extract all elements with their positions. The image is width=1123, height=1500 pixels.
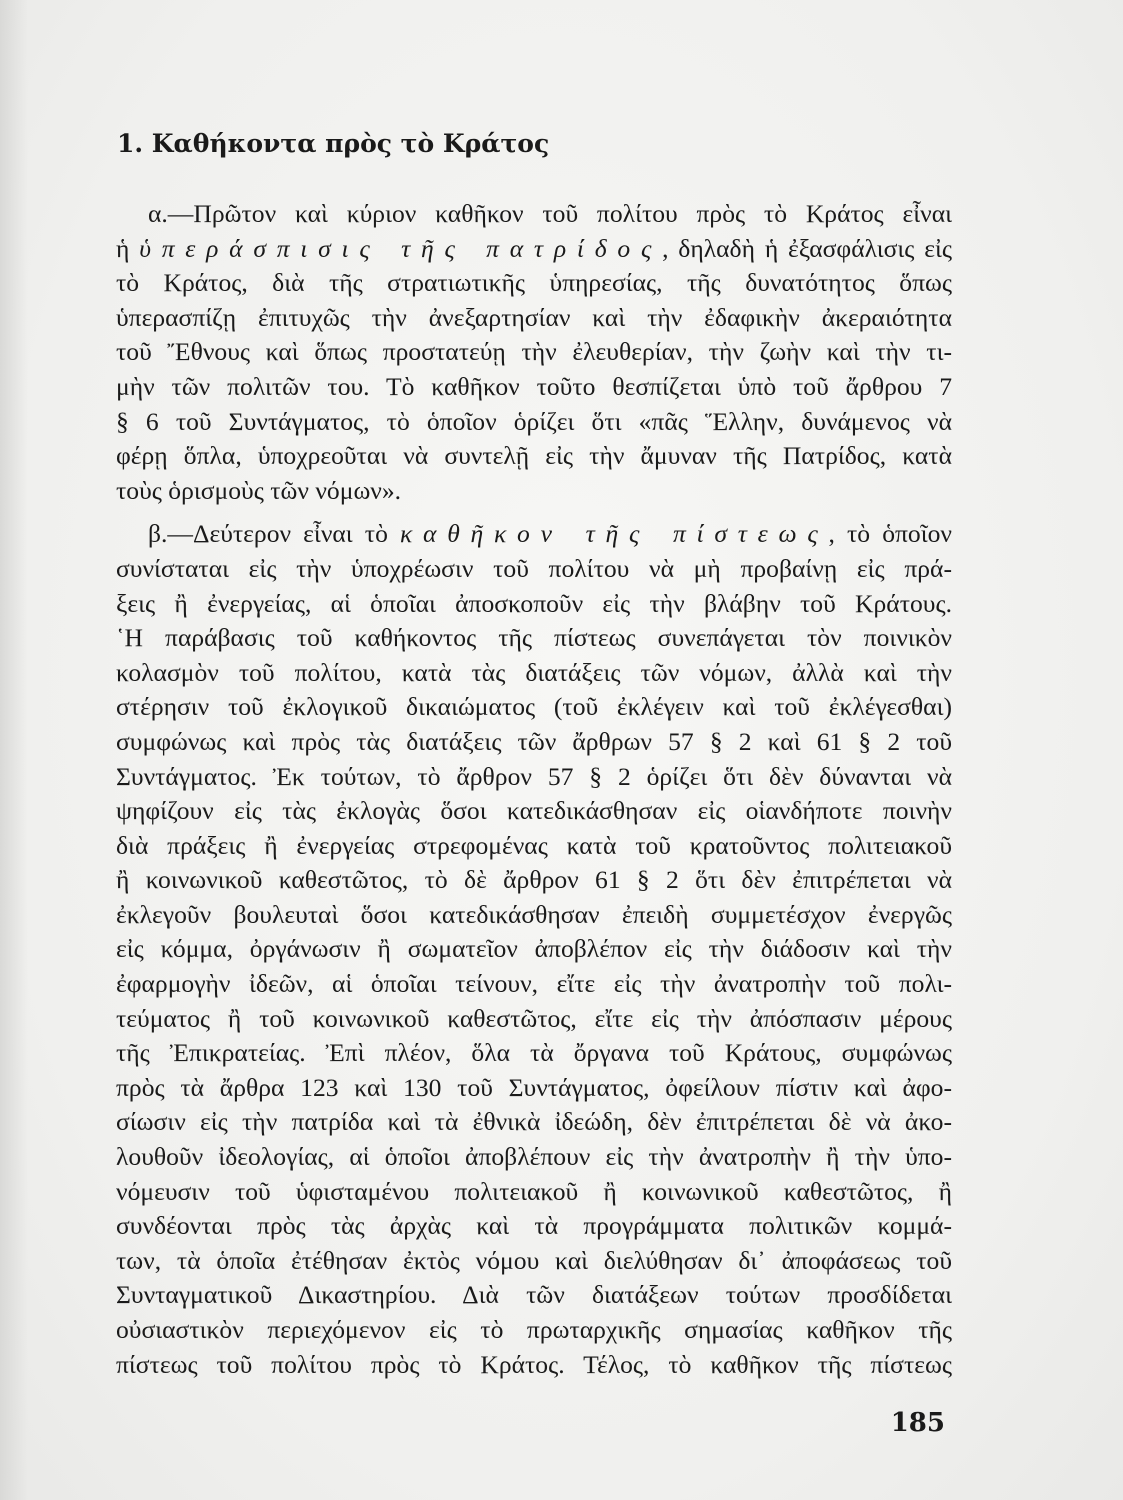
text-line: τῆς Ἐπικρατείας. Ἐπὶ πλέον, ὅλα τὰ ὄργανα τοῦ Κράτους, συμφώνως [116,1038,952,1068]
text-fragment: β.—Δεύτερον εἶναι τὸ [148,519,388,549]
text-line: ἐφαρμογὴν ἰδεῶν, αἱ ὁποῖαι τείνουν, εἴτε εἰς τὴν ἀνατροπὴν τοῦ πολι- [116,969,952,999]
text-line: των, τὰ ὁποῖα ἐτέθησαν ἐκτὸς νόμου καὶ διελύθησαν δι᾿ ἀποφάσεως τοῦ [116,1245,952,1275]
paragraph-gap [116,508,952,517]
text-line: πρὸς τὰ ἄρθρα 123 καὶ 130 τοῦ Συντάγματος, ὀφείλουν πίστιν καὶ ἀφο- [116,1072,952,1102]
text-line: λουθοῦν ἰδεολογίας, αἱ ὁποῖοι ἀποβλέπουν εἰς τὴν ἀνατροπὴν ἢ τὴν ὑπο- [116,1142,952,1172]
text-line: μὴν τῶν πολιτῶν του. Τὸ καθῆκον τοῦτο θεσπίζεται ὑπὸ τοῦ ἄρθρου 7 [116,371,952,401]
text-line: νόμευσιν τοῦ ὑφισταμένου πολιτειακοῦ ἢ κοινωνικοῦ καθεστῶτος, ἢ [116,1176,952,1206]
text-line: πίστεως τοῦ πολίτου πρὸς τὸ Κράτος. Τέλος, τὸ καθῆκον τῆς πίστεως [116,1349,952,1379]
text-line: τοῦ Ἔθνους καὶ ὅπως προστατεύῃ τὴν ἐλευθερίαν, τὴν ζωὴν καὶ τὴν τι- [116,337,952,367]
gutter-shadow [0,0,28,1500]
text-line: τοὺς ὁρισμοὺς τῶν νόμων». [116,475,402,505]
section-heading: 1. Καθήκοντα πρὸς τὸ Κράτος [117,129,550,158]
text-line: διὰ πράξεις ἢ ἐνεργείας στρεφομένας κατὰ τοῦ κρατοῦντος πολιτειακοῦ [116,830,952,860]
text-line: φέρῃ ὅπλα, ὑποχρεοῦται νὰ συντελῇ εἰς τὴν ἄμυναν τῆς Πατρίδος, κατὰ [116,441,952,471]
page-number: 185 [890,1408,945,1438]
text-line: ῾Η παράβασις τοῦ καθήκοντος τῆς πίστεως συνεπάγεται τὸν ποινικὸν [116,623,952,653]
text-line: ἐκλεγοῦν βουλευταὶ ὅσοι κατεδικάσθησαν ἐπειδὴ συμμετέσχον ἐνεργῶς [116,899,952,929]
text-line: § 6 τοῦ Συντάγματος, τὸ ὁποῖον ὁρίζει ὅτι «πᾶς Ἕλλην, δυνάμενος νὰ [116,406,952,436]
text-line: α.—Πρῶτον καὶ κύριον καθῆκον τοῦ πολίτου πρὸς τὸ Κράτος εἶναι [148,199,952,228]
text-line: τὸ Κράτος, διὰ τῆς στρατιωτικῆς ὑπηρεσίας, τῆς δυνατότητος ὅπως [116,268,952,298]
text-fragment: ἡ [116,233,130,263]
text-line: οὐσιαστικὸν περιεχόμενον εἰς τὸ πρωταρχικῆς σημασίας καθῆκον τῆς [116,1315,952,1344]
text-line: Συντάγματος. Ἐκ τούτων, τὸ ἄρθρον 57 § 2 ὁρίζει ὅτι δὲν δύνανται νὰ [116,761,952,791]
text-line: ξεις ἢ ἐνεργείας, αἱ ὁποῖαι ἀποσκοποῦν εἰς τὴν βλάβην τοῦ Κράτους. [116,588,952,618]
body-text [116,197,952,1382]
text-line: συνδέονται πρὸς τὰς ἀρχὰς καὶ τὰ προγράμματα πολιτικῶν κομμά- [116,1211,952,1241]
text-fragment: , τὸ ὁποῖον [828,519,952,549]
text-line: ὑπερασπίζῃ ἐπιτυχῶς τὴν ἀνεξαρτησίαν καὶ τὴν ἐδαφικὴν ἀκεραιότητα [116,302,952,332]
text-line: κολασμὸν τοῦ πολίτου, κατὰ τὰς διατάξεις τῶν νόμων, ἀλλὰ καὶ τὴν [116,657,952,687]
spaced-term: ὑπεράσπισις τῆς πατρίδος [139,233,663,263]
text-line: Συνταγματικοῦ Δικαστηρίου. Διὰ τῶν διατάξεων τούτων προσδίδεται [116,1280,952,1310]
text-line: εἰς κόμμα, ὀργάνωσιν ἢ σωματεῖον ἀποβλέπον εἰς τὴν διάδοσιν καὶ τὴν [116,934,952,964]
text-fragment: , δηλαδὴ ἡ ἐξασφάλισις εἰς [662,233,952,263]
text-line: σίωσιν εἰς τὴν πατρίδα καὶ τὰ ἐθνικὰ ἰδεώδη, δὲν ἐπιτρέπεται δὲ νὰ ἀκο- [116,1107,952,1137]
text-line: συνίσταται εἰς τὴν ὑποχρέωσιν τοῦ πολίτου νὰ μὴ προβαίνῃ εἰς πρά- [116,553,952,583]
text-line: στέρησιν τοῦ ἐκλογικοῦ δικαιώματος (τοῦ ἐκλέγειν καὶ τοῦ ἐκλέγεσθαι) [116,692,952,722]
text-line: συμφώνως καὶ πρὸς τὰς διατάξεις τῶν ἄρθρων 57 § 2 καὶ 61 § 2 τοῦ [116,726,952,756]
text-line [116,517,952,552]
spaced-term: καθῆκον τῆς πίστεως [400,519,829,549]
text-line: τεύματος ἢ τοῦ κοινωνικοῦ καθεστῶτος, εἴτε εἰς τὴν ἀπόσπασιν μέρους [116,1003,952,1033]
text-line: ψηφίζουν εἰς τὰς ἐκλογὰς ὅσοι κατεδικάσθησαν εἰς οἱανδήποτε ποινὴν [116,796,952,826]
text-line: ἢ κοινωνικοῦ καθεστῶτος, τὸ δὲ ἄρθρον 61 § 2 ὅτι δὲν ἐπιτρέπεται νὰ [116,865,952,895]
text-line [116,232,952,267]
